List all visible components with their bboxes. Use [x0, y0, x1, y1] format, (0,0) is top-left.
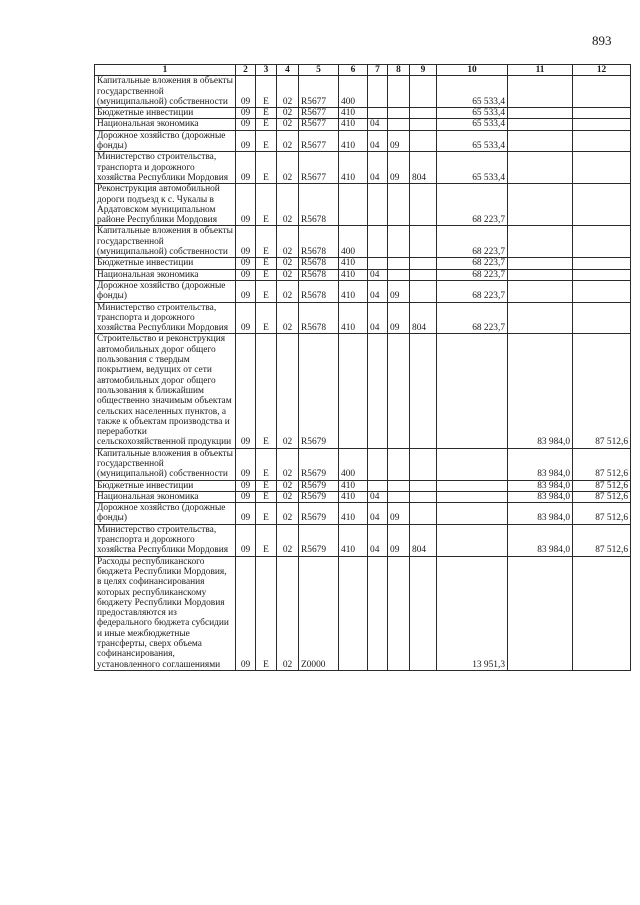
- amount-year3-cell: 87 512,6: [573, 491, 631, 502]
- expense-type-cell: [339, 184, 368, 226]
- table-row: [95, 226, 631, 258]
- row-name-cell: Расходы республиканского бюджета Республики Мордовия, в целях софинансирования которых республиканскому бюджету Республики Мордовия предоставляются из федерального бюджета субсидии и иные межбюджетные трансферты, сверх объема софинансирования, установленного соглашениями: [95, 556, 236, 670]
- target-article-cell: R5679: [299, 480, 339, 491]
- section-code-cell: 09: [236, 302, 256, 334]
- subprogram-code-cell: 02: [277, 280, 299, 302]
- table-row: [95, 302, 631, 334]
- expense-type-cell: 410: [339, 269, 368, 280]
- subdivision-cell: 09: [388, 302, 410, 334]
- section-code-cell: 09: [236, 108, 256, 119]
- row-name-cell: Строительство и реконструкция автомобильных дорог общего пользования с твердым покрытием, ведущих от сети автомобильных дорог общего пользования к ближайшим общественно значимым объектам сельских населенных пунктов, а также к объектам производства и переработки сельскохозяйственной продукции: [95, 334, 236, 448]
- division-cell: [368, 448, 388, 480]
- ministry-code-cell: 804: [410, 302, 437, 334]
- expense-type-cell: 410: [339, 119, 368, 130]
- amount-year2-cell: 83 984,0: [508, 480, 573, 491]
- amount-year1-cell: [437, 491, 508, 502]
- division-cell: 04: [368, 152, 388, 184]
- amount-year2-cell: [508, 184, 573, 226]
- program-code-cell: Е: [256, 258, 277, 269]
- table-row: [95, 130, 631, 152]
- amount-year3-cell: [573, 556, 631, 670]
- row-name-cell: Реконструкция автомобильной дороги подъезд к с. Чукалы в Ардатовском муниципальном районе Республики Мордовия: [95, 184, 236, 226]
- amount-year2-cell: [508, 119, 573, 130]
- amount-year1-cell: 65 533,4: [437, 130, 508, 152]
- amount-year3-cell: 87 512,6: [573, 524, 631, 556]
- ministry-code-cell: [410, 334, 437, 448]
- ministry-code-cell: [410, 184, 437, 226]
- amount-year1-cell: 68 223,7: [437, 269, 508, 280]
- subprogram-code-cell: 02: [277, 226, 299, 258]
- amount-year1-cell: 68 223,7: [437, 226, 508, 258]
- division-cell: 04: [368, 119, 388, 130]
- amount-year2-cell: [508, 76, 573, 108]
- amount-year3-cell: [573, 280, 631, 302]
- program-code-cell: Е: [256, 119, 277, 130]
- subprogram-code-cell: 02: [277, 524, 299, 556]
- division-cell: [368, 258, 388, 269]
- amount-year3-cell: [573, 302, 631, 334]
- column-header: 1: [95, 65, 236, 76]
- amount-year2-cell: [508, 226, 573, 258]
- subdivision-cell: [388, 448, 410, 480]
- division-cell: [368, 480, 388, 491]
- row-name-cell: Национальная экономика: [95, 119, 236, 130]
- section-code-cell: 09: [236, 280, 256, 302]
- amount-year1-cell: 68 223,7: [437, 184, 508, 226]
- subprogram-code-cell: 02: [277, 334, 299, 448]
- subdivision-cell: 09: [388, 280, 410, 302]
- ministry-code-cell: [410, 280, 437, 302]
- row-name-cell: Капитальные вложения в объекты государственной (муниципальной) собственности: [95, 76, 236, 108]
- table-row: [95, 269, 631, 280]
- amount-year1-cell: 68 223,7: [437, 280, 508, 302]
- amount-year1-cell: 65 533,4: [437, 152, 508, 184]
- amount-year3-cell: [573, 76, 631, 108]
- section-code-cell: 09: [236, 448, 256, 480]
- ministry-code-cell: [410, 556, 437, 670]
- section-code-cell: 09: [236, 226, 256, 258]
- section-code-cell: 09: [236, 184, 256, 226]
- amount-year3-cell: [573, 226, 631, 258]
- subprogram-code-cell: 02: [277, 258, 299, 269]
- section-code-cell: 09: [236, 269, 256, 280]
- column-header: 8: [388, 65, 410, 76]
- row-name-cell: Дорожное хозяйство (дорожные фонды): [95, 280, 236, 302]
- row-name-cell: Бюджетные инвестиции: [95, 258, 236, 269]
- table-row: [95, 556, 631, 670]
- section-code-cell: 09: [236, 258, 256, 269]
- ministry-code-cell: 804: [410, 152, 437, 184]
- table-row: [95, 503, 631, 525]
- program-code-cell: Е: [256, 280, 277, 302]
- subprogram-code-cell: 02: [277, 503, 299, 525]
- program-code-cell: Е: [256, 130, 277, 152]
- section-code-cell: 09: [236, 76, 256, 108]
- subdivision-cell: [388, 184, 410, 226]
- subdivision-cell: [388, 556, 410, 670]
- program-code-cell: Е: [256, 302, 277, 334]
- target-article-cell: R5679: [299, 334, 339, 448]
- ministry-code-cell: [410, 503, 437, 525]
- amount-year1-cell: 65 533,4: [437, 108, 508, 119]
- amount-year2-cell: [508, 258, 573, 269]
- ministry-code-cell: [410, 491, 437, 502]
- amount-year3-cell: 87 512,6: [573, 480, 631, 491]
- amount-year3-cell: [573, 119, 631, 130]
- expense-type-cell: 410: [339, 302, 368, 334]
- expense-type-cell: 410: [339, 491, 368, 502]
- amount-year3-cell: [573, 258, 631, 269]
- table-row: [95, 184, 631, 226]
- amount-year3-cell: [573, 269, 631, 280]
- column-header: 12: [573, 65, 631, 76]
- column-header: 11: [508, 65, 573, 76]
- ministry-code-cell: [410, 76, 437, 108]
- ministry-code-cell: [410, 226, 437, 258]
- target-article-cell: R5678: [299, 280, 339, 302]
- program-code-cell: Е: [256, 448, 277, 480]
- program-code-cell: Е: [256, 524, 277, 556]
- amount-year1-cell: [437, 480, 508, 491]
- expense-type-cell: 410: [339, 480, 368, 491]
- table-row: [95, 491, 631, 502]
- row-name-cell: Бюджетные инвестиции: [95, 108, 236, 119]
- amount-year2-cell: 83 984,0: [508, 503, 573, 525]
- row-name-cell: Капитальные вложения в объекты государственной (муниципальной) собственности: [95, 448, 236, 480]
- table-row: [95, 480, 631, 491]
- row-name-cell: Бюджетные инвестиции: [95, 480, 236, 491]
- section-code-cell: 09: [236, 334, 256, 448]
- subdivision-cell: [388, 108, 410, 119]
- amount-year2-cell: [508, 302, 573, 334]
- target-article-cell: Z0000: [299, 556, 339, 670]
- target-article-cell: R5677: [299, 152, 339, 184]
- expense-type-cell: 410: [339, 524, 368, 556]
- target-article-cell: R5679: [299, 503, 339, 525]
- expense-type-cell: 400: [339, 448, 368, 480]
- row-name-cell: Министерство строительства, транспорта и дорожного хозяйства Республики Мордовия: [95, 302, 236, 334]
- target-article-cell: R5677: [299, 108, 339, 119]
- program-code-cell: Е: [256, 184, 277, 226]
- division-cell: [368, 226, 388, 258]
- division-cell: [368, 76, 388, 108]
- target-article-cell: R5677: [299, 130, 339, 152]
- expense-type-cell: 410: [339, 152, 368, 184]
- amount-year2-cell: [508, 269, 573, 280]
- subprogram-code-cell: 02: [277, 76, 299, 108]
- subprogram-code-cell: 02: [277, 119, 299, 130]
- amount-year2-cell: [508, 152, 573, 184]
- division-cell: 04: [368, 524, 388, 556]
- program-code-cell: Е: [256, 491, 277, 502]
- subdivision-cell: [388, 226, 410, 258]
- amount-year1-cell: [437, 334, 508, 448]
- program-code-cell: Е: [256, 76, 277, 108]
- subprogram-code-cell: 02: [277, 269, 299, 280]
- section-code-cell: 09: [236, 524, 256, 556]
- subdivision-cell: [388, 480, 410, 491]
- program-code-cell: Е: [256, 226, 277, 258]
- division-cell: [368, 334, 388, 448]
- amount-year1-cell: 65 533,4: [437, 119, 508, 130]
- subprogram-code-cell: 02: [277, 184, 299, 226]
- expense-type-cell: 410: [339, 503, 368, 525]
- column-header: 4: [277, 65, 299, 76]
- ministry-code-cell: 804: [410, 524, 437, 556]
- target-article-cell: R5677: [299, 119, 339, 130]
- subdivision-cell: [388, 269, 410, 280]
- amount-year2-cell: [508, 130, 573, 152]
- target-article-cell: R5678: [299, 269, 339, 280]
- subprogram-code-cell: 02: [277, 448, 299, 480]
- table-row: [95, 448, 631, 480]
- page-number: 893: [592, 33, 612, 48]
- subdivision-cell: 09: [388, 524, 410, 556]
- program-code-cell: Е: [256, 334, 277, 448]
- amount-year1-cell: 13 951,3: [437, 556, 508, 670]
- division-cell: 04: [368, 302, 388, 334]
- program-code-cell: Е: [256, 108, 277, 119]
- division-cell: 04: [368, 503, 388, 525]
- section-code-cell: 09: [236, 503, 256, 525]
- table-row: [95, 152, 631, 184]
- row-name-cell: Министерство строительства, транспорта и дорожного хозяйства Республики Мордовия: [95, 152, 236, 184]
- amount-year2-cell: 83 984,0: [508, 448, 573, 480]
- table-row: [95, 119, 631, 130]
- amount-year1-cell: [437, 503, 508, 525]
- table-row: [95, 524, 631, 556]
- ministry-code-cell: [410, 258, 437, 269]
- row-name-cell: Министерство строительства, транспорта и дорожного хозяйства Республики Мордовия: [95, 524, 236, 556]
- amount-year2-cell: [508, 556, 573, 670]
- ministry-code-cell: [410, 119, 437, 130]
- amount-year3-cell: [573, 184, 631, 226]
- amount-year3-cell: [573, 130, 631, 152]
- subprogram-code-cell: 02: [277, 108, 299, 119]
- subdivision-cell: 09: [388, 503, 410, 525]
- target-article-cell: R5679: [299, 524, 339, 556]
- amount-year3-cell: 87 512,6: [573, 503, 631, 525]
- expense-type-cell: 410: [339, 258, 368, 269]
- table-row: [95, 108, 631, 119]
- section-code-cell: 09: [236, 119, 256, 130]
- subdivision-cell: [388, 491, 410, 502]
- table-header-row: [95, 65, 631, 76]
- subdivision-cell: [388, 119, 410, 130]
- subdivision-cell: [388, 334, 410, 448]
- column-header: 2: [236, 65, 256, 76]
- table-row: [95, 334, 631, 448]
- ministry-code-cell: [410, 130, 437, 152]
- program-code-cell: Е: [256, 269, 277, 280]
- amount-year3-cell: 87 512,6: [573, 448, 631, 480]
- subprogram-code-cell: 02: [277, 302, 299, 334]
- program-code-cell: Е: [256, 556, 277, 670]
- row-name-cell: Дорожное хозяйство (дорожные фонды): [95, 503, 236, 525]
- column-header: 7: [368, 65, 388, 76]
- amount-year3-cell: [573, 108, 631, 119]
- column-header: 3: [256, 65, 277, 76]
- target-article-cell: R5678: [299, 258, 339, 269]
- subprogram-code-cell: 02: [277, 152, 299, 184]
- amount-year1-cell: 68 223,7: [437, 258, 508, 269]
- section-code-cell: 09: [236, 491, 256, 502]
- amount-year2-cell: 83 984,0: [508, 491, 573, 502]
- target-article-cell: R5679: [299, 448, 339, 480]
- subprogram-code-cell: 02: [277, 130, 299, 152]
- subprogram-code-cell: 02: [277, 480, 299, 491]
- expense-type-cell: [339, 334, 368, 448]
- expense-type-cell: 400: [339, 76, 368, 108]
- program-code-cell: Е: [256, 503, 277, 525]
- ministry-code-cell: [410, 448, 437, 480]
- section-code-cell: 09: [236, 130, 256, 152]
- column-header: 6: [339, 65, 368, 76]
- amount-year2-cell: 83 984,0: [508, 524, 573, 556]
- column-header: 10: [437, 65, 508, 76]
- table-row: [95, 76, 631, 108]
- division-cell: [368, 108, 388, 119]
- division-cell: [368, 556, 388, 670]
- row-name-cell: Национальная экономика: [95, 269, 236, 280]
- division-cell: 04: [368, 280, 388, 302]
- expense-type-cell: 410: [339, 108, 368, 119]
- amount-year1-cell: [437, 524, 508, 556]
- target-article-cell: R5678: [299, 302, 339, 334]
- amount-year1-cell: 68 223,7: [437, 302, 508, 334]
- amount-year2-cell: 83 984,0: [508, 334, 573, 448]
- subprogram-code-cell: 02: [277, 556, 299, 670]
- subdivision-cell: [388, 76, 410, 108]
- row-name-cell: Дорожное хозяйство (дорожные фонды): [95, 130, 236, 152]
- expense-type-cell: 400: [339, 226, 368, 258]
- amount-year3-cell: 87 512,6: [573, 334, 631, 448]
- subprogram-code-cell: 02: [277, 491, 299, 502]
- target-article-cell: R5678: [299, 226, 339, 258]
- subdivision-cell: 09: [388, 152, 410, 184]
- column-header: 5: [299, 65, 339, 76]
- amount-year2-cell: [508, 108, 573, 119]
- table-row: [95, 280, 631, 302]
- ministry-code-cell: [410, 269, 437, 280]
- column-header: 9: [410, 65, 437, 76]
- target-article-cell: R5679: [299, 491, 339, 502]
- subdivision-cell: [388, 258, 410, 269]
- amount-year2-cell: [508, 280, 573, 302]
- division-cell: 04: [368, 130, 388, 152]
- division-cell: [368, 184, 388, 226]
- row-name-cell: Капитальные вложения в объекты государственной (муниципальной) собственности: [95, 226, 236, 258]
- section-code-cell: 09: [236, 152, 256, 184]
- section-code-cell: 09: [236, 480, 256, 491]
- budget-table: [94, 64, 631, 671]
- subdivision-cell: 09: [388, 130, 410, 152]
- expense-type-cell: 410: [339, 280, 368, 302]
- division-cell: 04: [368, 269, 388, 280]
- division-cell: 04: [368, 491, 388, 502]
- section-code-cell: 09: [236, 556, 256, 670]
- amount-year1-cell: 65 533,4: [437, 76, 508, 108]
- expense-type-cell: [339, 556, 368, 670]
- program-code-cell: Е: [256, 152, 277, 184]
- amount-year1-cell: [437, 448, 508, 480]
- expense-type-cell: 410: [339, 130, 368, 152]
- ministry-code-cell: [410, 480, 437, 491]
- amount-year3-cell: [573, 152, 631, 184]
- target-article-cell: R5677: [299, 76, 339, 108]
- row-name-cell: Национальная экономика: [95, 491, 236, 502]
- ministry-code-cell: [410, 108, 437, 119]
- table-row: [95, 258, 631, 269]
- program-code-cell: Е: [256, 480, 277, 491]
- target-article-cell: R5678: [299, 184, 339, 226]
